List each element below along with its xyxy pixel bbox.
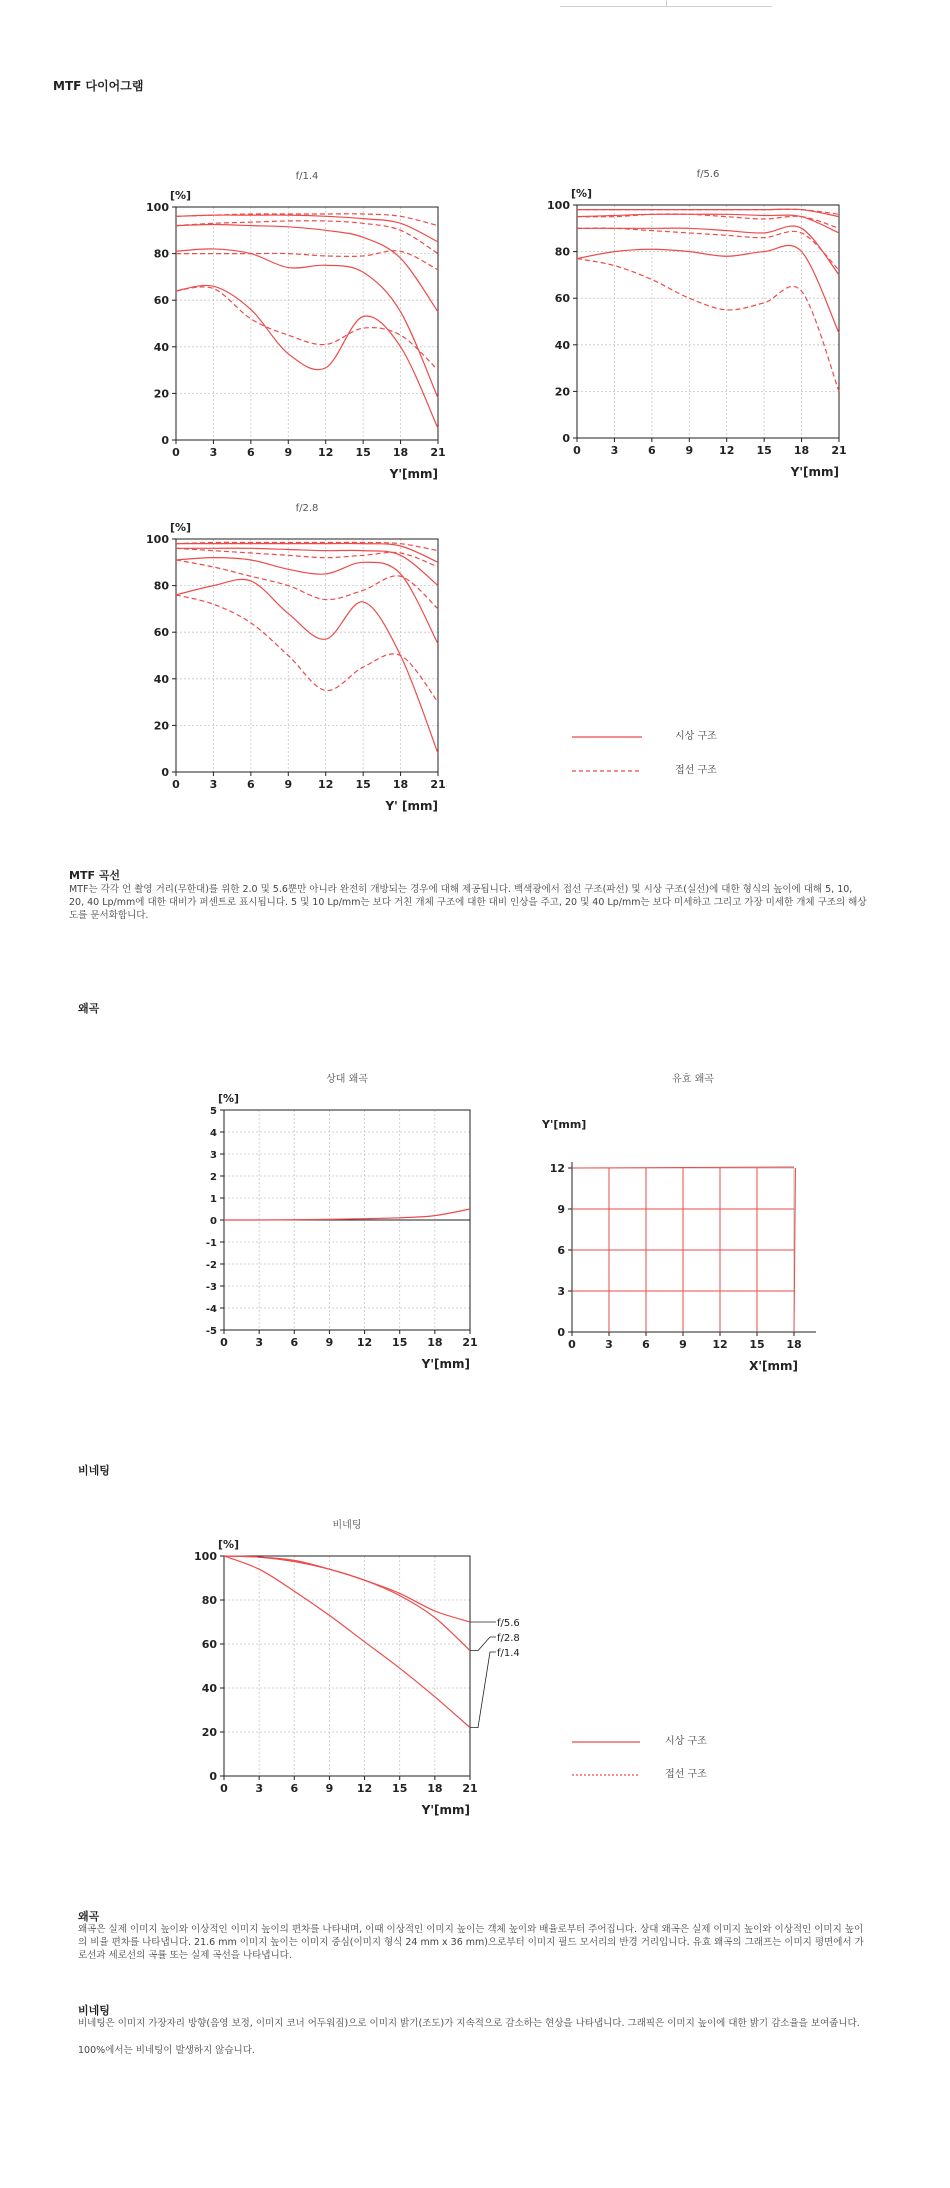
series-line-1 [224, 1556, 470, 1622]
y-axis-label: [%] [170, 521, 192, 534]
y-axis-label: Y'[mm] [542, 1118, 587, 1131]
y-axis-label: [%] [571, 187, 593, 200]
mtf-section-title: MTF 다이어그램 [53, 79, 144, 93]
x-tick-label: 21 [430, 446, 446, 459]
y-tick-label: 20 [153, 719, 169, 733]
x-tick-label: 9 [284, 446, 293, 459]
y-tick-label: -5 [205, 1326, 217, 1337]
x-axis-label: Y'[mm] [389, 467, 438, 481]
chart-title: 유효 왜곡 [672, 1074, 714, 1085]
x-tick-label: 15 [749, 1338, 765, 1351]
y-tick-label: 3 [557, 1285, 565, 1298]
y-tick-label: 40 [153, 672, 169, 686]
y-tick-label: 1 [210, 1194, 217, 1205]
y-tick-label: 0 [161, 434, 169, 447]
x-axis-label: X'[mm] [749, 1359, 798, 1373]
y-axis-label: [%] [170, 189, 192, 202]
plot-frame [176, 539, 438, 772]
x-tick-label: 18 [793, 444, 810, 457]
x-tick-label: 3 [255, 1782, 263, 1795]
y-tick-label: 80 [554, 245, 570, 259]
x-tick-label: 6 [290, 1336, 299, 1349]
mtf-desc-title: MTF 곡선 [69, 869, 121, 882]
x-tick-label: 3 [209, 446, 218, 459]
x-tick-label: 6 [247, 446, 255, 459]
y-tick-label: 0 [209, 1770, 217, 1783]
x-tick-label: 18 [427, 1336, 443, 1349]
x-axis-label: Y'[mm] [421, 1803, 470, 1817]
vignetting-section-title: 비네팅 [78, 1464, 110, 1477]
vig-legend-sagittal: 시상 구조 [665, 1736, 707, 1747]
mtf-chart-f28 [140, 497, 460, 827]
y-tick-label: 40 [554, 338, 570, 352]
x-tick-label: 18 [786, 1338, 802, 1351]
y-tick-label: 20 [554, 385, 570, 399]
x-tick-label: 9 [284, 778, 293, 791]
x-tick-label: 15 [355, 778, 371, 791]
effective-distortion-chart [530, 1070, 860, 1390]
series-label-3: f/1.4 [497, 1648, 520, 1659]
y-tick-label: 4 [210, 1128, 217, 1139]
y-tick-label: 0 [557, 1326, 565, 1339]
y-axis-label: [%] [218, 1092, 240, 1105]
series-line-1 [176, 543, 438, 562]
series-line-3 [176, 548, 438, 585]
series-line-5 [176, 249, 438, 398]
x-tick-label: 6 [642, 1338, 650, 1351]
y-tick-label: -4 [205, 1304, 217, 1315]
y-tick-label: 12 [549, 1162, 565, 1175]
x-tick-label: 21 [831, 444, 847, 457]
x-tick-label: 15 [392, 1782, 408, 1795]
y-tick-label: 6 [557, 1244, 565, 1257]
x-tick-label: 0 [568, 1338, 576, 1351]
series-line-6 [176, 560, 438, 609]
series-line-3 [577, 214, 839, 233]
x-axis-label: Y'[mm] [790, 465, 839, 479]
mtf-legend-sagittal: 시상 구조 [675, 731, 717, 742]
x-tick-label: 12 [318, 778, 334, 791]
series-line-3 [224, 1556, 470, 1728]
x-tick-label: 3 [605, 1338, 613, 1351]
y-tick-label: 20 [201, 1726, 217, 1739]
x-tick-label: 3 [255, 1336, 263, 1349]
x-tick-label: 3 [209, 778, 218, 791]
series-line-7 [577, 245, 839, 333]
series-line-8 [577, 259, 839, 392]
x-tick-label: 18 [392, 778, 409, 791]
x-tick-label: 12 [712, 1338, 728, 1351]
series-label-1: f/5.6 [497, 1618, 520, 1629]
y-tick-label: 100 [146, 533, 169, 546]
vignetting-desc-title: 비네팅 [78, 2004, 110, 2017]
y-tick-label: -2 [205, 1260, 217, 1271]
chart-title: 비네팅 [332, 1520, 362, 1531]
x-tick-label: 12 [318, 446, 334, 459]
x-tick-label: 18 [392, 446, 409, 459]
y-tick-label: 60 [153, 294, 169, 308]
chart-title: f/5.6 [696, 169, 720, 180]
x-tick-label: 21 [462, 1782, 478, 1795]
distortion-section-title: 왜곡 [78, 1002, 100, 1015]
x-tick-label: 3 [610, 444, 619, 457]
mtf-legend-tangential: 접선 구조 [675, 765, 717, 776]
y-tick-label: 0 [210, 1216, 217, 1227]
x-tick-label: 15 [355, 446, 371, 459]
top-divider-tick [666, 0, 667, 7]
y-tick-label: 9 [557, 1203, 565, 1216]
x-tick-label: 0 [172, 778, 180, 791]
x-tick-label: 21 [430, 778, 446, 791]
y-tick-label: 60 [554, 292, 570, 306]
chart-title: f/2.8 [295, 503, 319, 514]
y-tick-label: 80 [153, 579, 169, 593]
y-tick-label: 2 [210, 1172, 217, 1183]
x-tick-label: 6 [290, 1782, 299, 1795]
x-tick-label: 6 [247, 778, 255, 791]
x-tick-label: 18 [427, 1782, 443, 1795]
y-tick-label: 80 [201, 1594, 217, 1607]
x-tick-label: 9 [685, 444, 694, 457]
x-tick-label: 0 [220, 1782, 228, 1795]
series-label-2: f/2.8 [497, 1633, 520, 1644]
x-tick-label: 21 [462, 1336, 478, 1349]
series-line-8 [176, 595, 438, 702]
series-line-1 [224, 1209, 470, 1220]
y-tick-label: -3 [205, 1282, 217, 1293]
plot-frame [577, 205, 839, 438]
chart-title: f/1.4 [295, 171, 319, 182]
x-tick-label: 9 [325, 1336, 334, 1349]
y-tick-label: 60 [153, 626, 169, 640]
x-tick-label: 12 [356, 1782, 373, 1795]
y-axis-label: [%] [218, 1538, 240, 1551]
y-tick-label: 5 [210, 1106, 217, 1117]
series-line-7 [176, 285, 438, 428]
series-leader-2 [470, 1637, 496, 1651]
mtf-desc-text: MTF는 각각 언 촬영 거리(무한대)를 위한 2.0 및 5.6뿐만 아니라 완전히 개방되는 경우에 대해 제공됩니다. 백색광에서 접선 구조(파선) 및 시상 구조(실선)에 대한 형식의 높이에 대해 5, 10, 20, 40 Lp/mm에 대한 대비가 퍼센트로 표시됩니다. 5 및 10 Lp/mm는 보다 거친 개체 구조에 대한 대비 인상을 주고, 20 및 40 Lp/mm는 보다 미세하고 그리고 가장 미세한 개체 구조의 해상도를 문서화합니다. [69, 884, 867, 921]
y-tick-label: 40 [201, 1682, 217, 1695]
series-line-8 [176, 287, 438, 370]
x-tick-label: 12 [356, 1336, 373, 1349]
x-tick-label: 0 [172, 446, 180, 459]
x-tick-label: 0 [220, 1336, 228, 1349]
x-tick-label: 6 [648, 444, 656, 457]
plot-frame [224, 1556, 470, 1776]
series-leader-3 [470, 1652, 496, 1728]
mtf-chart-f14 [140, 165, 460, 495]
y-tick-label: 40 [153, 340, 169, 354]
y-tick-label: 100 [146, 201, 169, 214]
y-tick-label: 0 [562, 432, 570, 445]
y-tick-label: 100 [547, 199, 570, 212]
x-tick-label: 15 [392, 1336, 408, 1349]
y-tick-label: 80 [153, 247, 169, 261]
chart-title: 상대 왜곡 [326, 1074, 368, 1085]
distortion-desc-title: 왜곡 [78, 1910, 100, 1923]
plot-frame [176, 207, 438, 440]
vignetting-desc-text: 비네팅은 이미지 가장자리 방향(음영 보정, 이미지 코너 어두워짐)으로 이미지 밝기(조도)가 지속적으로 감소하는 현상을 나타냅니다. 그래픽은 이미지 높이에 대한 밝기 감소율을 보여줍니다. [78, 2018, 860, 2029]
vignetting-chart [180, 1512, 560, 1832]
y-tick-label: 60 [201, 1638, 217, 1651]
mtf-legend-lines [570, 725, 690, 775]
x-tick-label: 15 [756, 444, 772, 457]
vignetting-desc-note: 100%에서는 비네팅이 발생하지 않습니다. [78, 2045, 255, 2056]
y-tick-label: -1 [205, 1238, 217, 1249]
x-axis-label: Y'[mm] [421, 1357, 470, 1371]
relative-distortion-chart [180, 1070, 500, 1390]
x-tick-label: 9 [679, 1338, 687, 1351]
mtf-chart-f56 [535, 165, 855, 495]
series-line-3 [176, 224, 438, 311]
distortion-desc-text: 왜곡은 실제 이미지 높이와 이상적인 이미지 높이의 편차를 나타내며, 이때 이상적인 이미지 높이는 객체 높이와 배율로부터 주어집니다. 상대 왜곡은 실제 이미지 높이와 이상적인 이미지 높이의 비율 편차를 나타냅니다. 21.6 mm 이미지 높이는 이미지 중심(이미지 형식 24 mm x 36 mm)으로부터 이미지 필드 모서리의 반경 거리입니다. 유효 왜곡의 그래프는 이미지 평면에서 가로선과 세로선의 곡률 또는 실제 곡선을 나타냅니다. [78, 1924, 864, 1961]
x-tick-label: 12 [719, 444, 735, 457]
x-tick-label: 0 [573, 444, 581, 457]
vig-legend-tangential: 접선 구조 [665, 1769, 707, 1780]
y-tick-label: 3 [210, 1150, 217, 1161]
x-axis-label: Y' [mm] [385, 799, 438, 813]
y-tick-label: 100 [194, 1550, 217, 1563]
y-tick-label: 0 [161, 766, 169, 779]
y-tick-label: 20 [153, 387, 169, 401]
x-tick-label: 9 [325, 1782, 334, 1795]
